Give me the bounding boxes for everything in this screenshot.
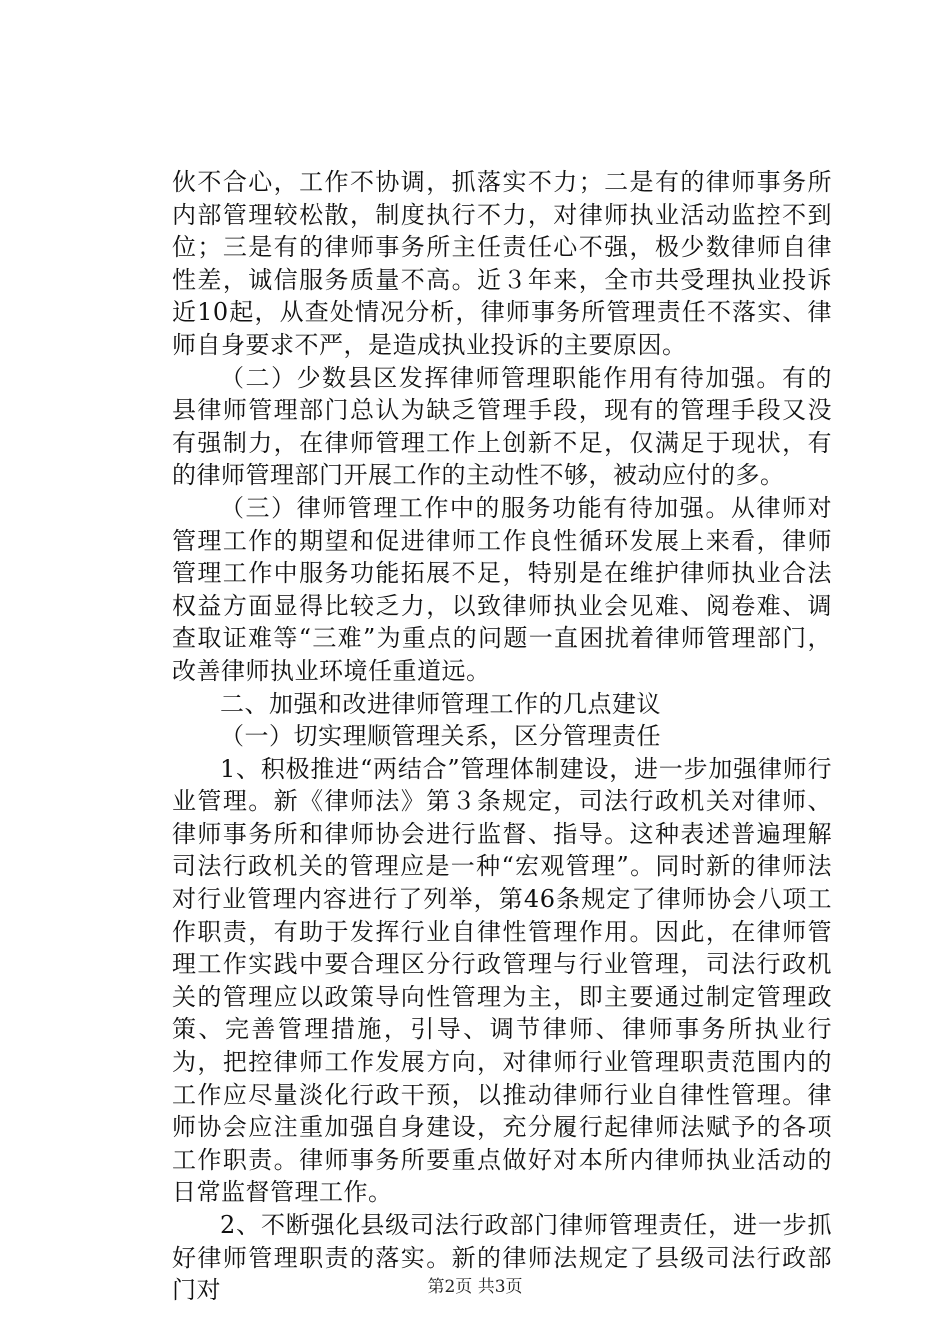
- heading-suggestions: 二、加强和改进律师管理工作的几点建议: [220, 689, 661, 718]
- paragraph-continuation: 伙不合心，工作不协调，抓落实不力；二是有的律师事务所内部管理较松散，制度执行不力，对律师执业活动监控不到位；三是有的律师事务所主任责任心不强，极少数律师自律性差，诚信服务质量不高。近３年来，全市共受理执业投诉近10起，从查处情况分析，律师事务所管理责任不落实、律师自身要求不严，是造成执业投诉的主要原因。: [172, 168, 832, 359]
- subheading-management-relations: （一）切实理顺管理关系，区分管理责任: [220, 722, 661, 751]
- paragraph-item-2: 2、不断强化县级司法行政部门律师管理责任，进一步抓好律师管理职责的落实。新的律师法规定了县级司法行政部门对: [172, 1211, 832, 1305]
- document-body: [172, 166, 832, 1307]
- page-number-footer: 第2页 共3页: [427, 1277, 523, 1297]
- paragraph-section-3: （三）律师管理工作中的服务功能有待加强。从律师对管理工作的期望和促进律师工作良性循环发展上来看，律师管理工作中服务功能拓展不足，特别是在维护律师执业合法权益方面显得比较乏力，以致律师执业会见难、阅卷难、调查取证难等“三难”为重点的问题一直困扰着律师管理部门，改善律师执业环境任重道远。: [172, 493, 832, 685]
- paragraph-section-2: （二）少数县区发挥律师管理职能作用有待加强。有的县律师管理部门总认为缺乏管理手段，现有的管理手段又没有强制力，在律师管理工作上创新不足，仅满足于现状，有的律师管理部门开展工作的主动性不够，被动应付的多。: [172, 363, 832, 490]
- paragraph-item-1: 1、积极推进“两结合”管理体制建设，进一步加强律师行业管理。新《律师法》第３条规定，司法行政机关对律师、律师事务所和律师协会进行监督、指导。这种表述普遍理解司法行政机关的管理应是一种“宏观管理”。同时新的律师法对行业管理内容进行了列举，第46条规定了律师协会八项工作职责，有助于发挥行业自律性管理作用。因此，在律师管理工作实践中要合理区分行政管理与行业管理，司法行政机关的管理应以政策导向性管理为主，即主要通过制定管理政策、完善管理措施，引导、调节律师、律师事务所执业行为，把控律师工作发展方向，对律师行业管理职责范围内的工作应尽量淡化行政干预，以推动律师行业自律性管理。律师协会应注重加强自身建设，充分履行起律师法赋予的各项工作职责。律师事务所要重点做好对本所内律师执业活动的日常监督管理工作。: [172, 754, 832, 1207]
